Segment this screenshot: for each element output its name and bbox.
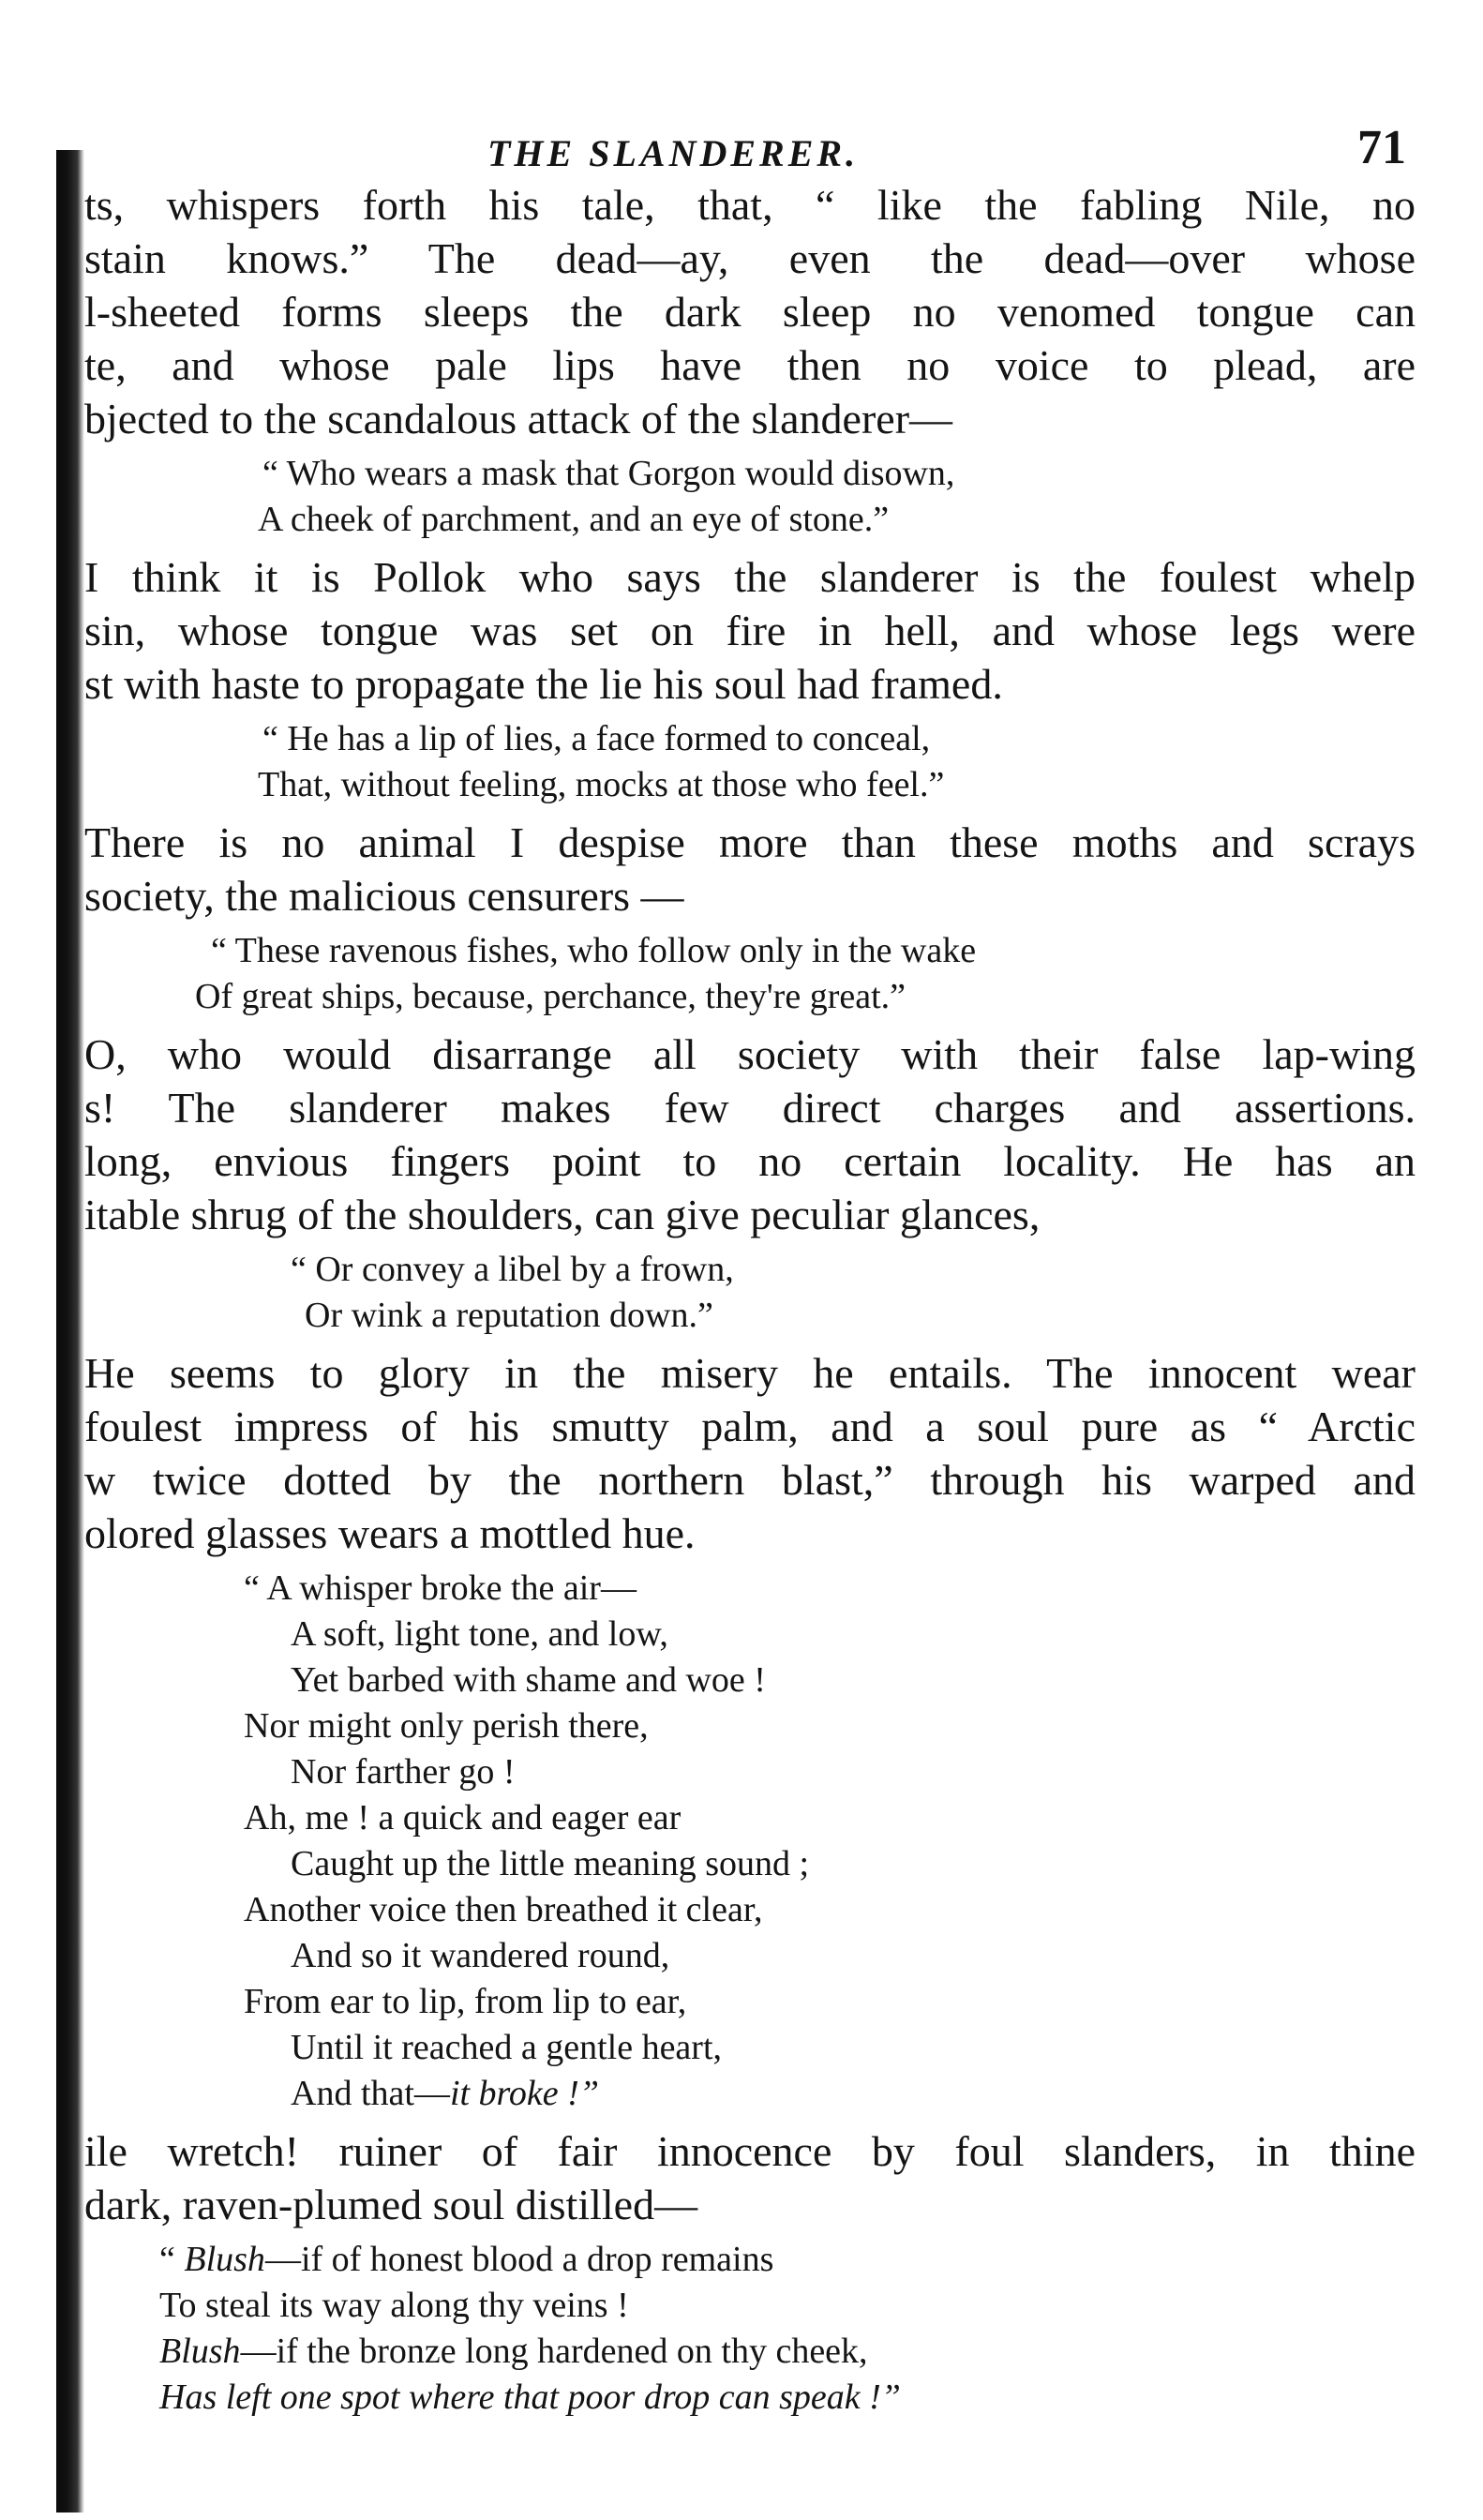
text-line: I think it is Pollok who says the slanderer is the foulest whelp: [84, 553, 1416, 601]
quote-line: Of great ships, because, perchance, they're great.”: [195, 977, 906, 1016]
paragraph: [84, 1028, 1416, 1241]
text-line: st with haste to propagate the lie his soul had framed.: [84, 660, 1003, 708]
text-line: stain knows.” The dead—ay, even the dead—over whose: [84, 234, 1416, 282]
text-line: te, and whose pale lips have then no voice to plead, are: [84, 341, 1416, 389]
quote-line: “ These ravenous fishes, who follow only in the wake: [211, 931, 977, 970]
quote-line: A cheek of parchment, and an eye of stone.”: [258, 500, 890, 539]
paragraph: [84, 178, 1416, 445]
poem-line: Until it reached a gentle heart,: [291, 2028, 723, 2067]
quote-line-rest: —if of honest blood a drop remains: [264, 2240, 774, 2279]
poem-line: “ A whisper broke the air—: [244, 1568, 637, 1608]
text-line: sin, whose tongue was set on fire in hell, and whose legs were: [84, 607, 1416, 654]
poem-line: Nor farther go !: [291, 1752, 516, 1792]
running-title: THE SLANDERER.: [487, 132, 860, 174]
quote-line: “ Who wears a mask that Gorgon would disown,: [262, 454, 955, 493]
text-line: s! The slanderer makes few direct charges and assertions.: [84, 1084, 1416, 1132]
paragraph: [84, 550, 1416, 711]
blush-word: Blush: [184, 2240, 265, 2279]
poem-line: A soft, light tone, and low,: [291, 1614, 668, 1654]
poem-line: From ear to lip, from lip to ear,: [244, 1982, 687, 2021]
verse-quote: [84, 1247, 1416, 1339]
text-line: ile wretch! ruiner of fair innocence by foul slanders, in thine: [84, 2127, 1416, 2175]
verse-quote: [84, 928, 1416, 1020]
text-line: There is no animal I despise more than these moths and scrays: [84, 818, 1416, 866]
poem-line: [84, 2071, 1416, 2117]
text-line: itable shrug of the shoulders, can give peculiar glances,: [84, 1191, 1041, 1238]
text-line: society, the malicious censurers —: [84, 872, 684, 920]
quote-line: Has left one spot where that poor drop can speak !”: [159, 2378, 901, 2417]
text-line: bjected to the scandalous attack of the slanderer—: [84, 395, 953, 442]
poem: [84, 1566, 1416, 2117]
poem-line-italic: it broke !”: [449, 2074, 599, 2113]
quote-line: To steal its way along thy veins !: [159, 2286, 629, 2325]
text-line: w twice dotted by the northern blast,” through his warped and: [84, 1456, 1416, 1504]
text-line: olored glasses wears a mottled hue.: [84, 1509, 696, 1557]
text-line: dark, raven-plumed soul distilled—: [84, 2181, 698, 2228]
quote-line: “ Or convey a libel by a frown,: [291, 1250, 734, 1289]
text-line: O, who would disarrange all society with their false lap-wing: [84, 1030, 1416, 1078]
poem-line: Yet barbed with shame and woe !: [291, 1660, 766, 1700]
quote-line: [84, 2329, 1416, 2375]
verse-quote: [84, 451, 1416, 543]
paragraph: [84, 1346, 1416, 1560]
poem-line: Ah, me ! a quick and eager ear: [244, 1798, 682, 1838]
running-head: [84, 112, 1416, 178]
text-line: foulest impress of his smutty palm, and a soul pure as “ Arctic: [84, 1402, 1416, 1450]
text-line: He seems to glory in the misery he entails. The innocent wear: [84, 1349, 1416, 1397]
text-line: ts, whispers forth his tale, that, “ like the fabling Nile, no: [84, 181, 1416, 229]
text-line: l-sheeted forms sleeps the dark sleep no venomed tongue can: [84, 288, 1416, 336]
poem-line: Another voice then breathed it clear,: [244, 1890, 763, 1929]
text-line: long, envious fingers point to no certain locality. He has an: [84, 1137, 1416, 1185]
page-gutter-shadow: [56, 150, 84, 2512]
quote-line-rest: —if the bronze long hardened on thy cheek,: [240, 2332, 868, 2371]
paragraph: [84, 816, 1416, 922]
quote-line: [84, 2237, 1416, 2283]
quote-line: Or wink a reputation down.”: [305, 1296, 713, 1335]
quote-line: “ He has a lip of lies, a face formed to conceal,: [262, 719, 931, 758]
page-number: 71: [1357, 121, 1406, 174]
poem-line: And so it wandered round,: [291, 1936, 670, 1975]
book-page: [84, 112, 1416, 2428]
quote-line: That, without feeling, mocks at those who feel.”: [258, 765, 945, 804]
poem-line-start: And that—: [291, 2074, 450, 2113]
paragraph: [84, 2124, 1416, 2231]
blush-word: Blush: [159, 2332, 241, 2371]
closing-quote: [84, 2237, 1416, 2421]
poem-line: Caught up the little meaning sound ;: [291, 1844, 810, 1883]
poem-line: Nor might only perish there,: [244, 1706, 649, 1746]
verse-quote: [84, 716, 1416, 808]
open-quote-mark: “: [159, 2240, 185, 2279]
